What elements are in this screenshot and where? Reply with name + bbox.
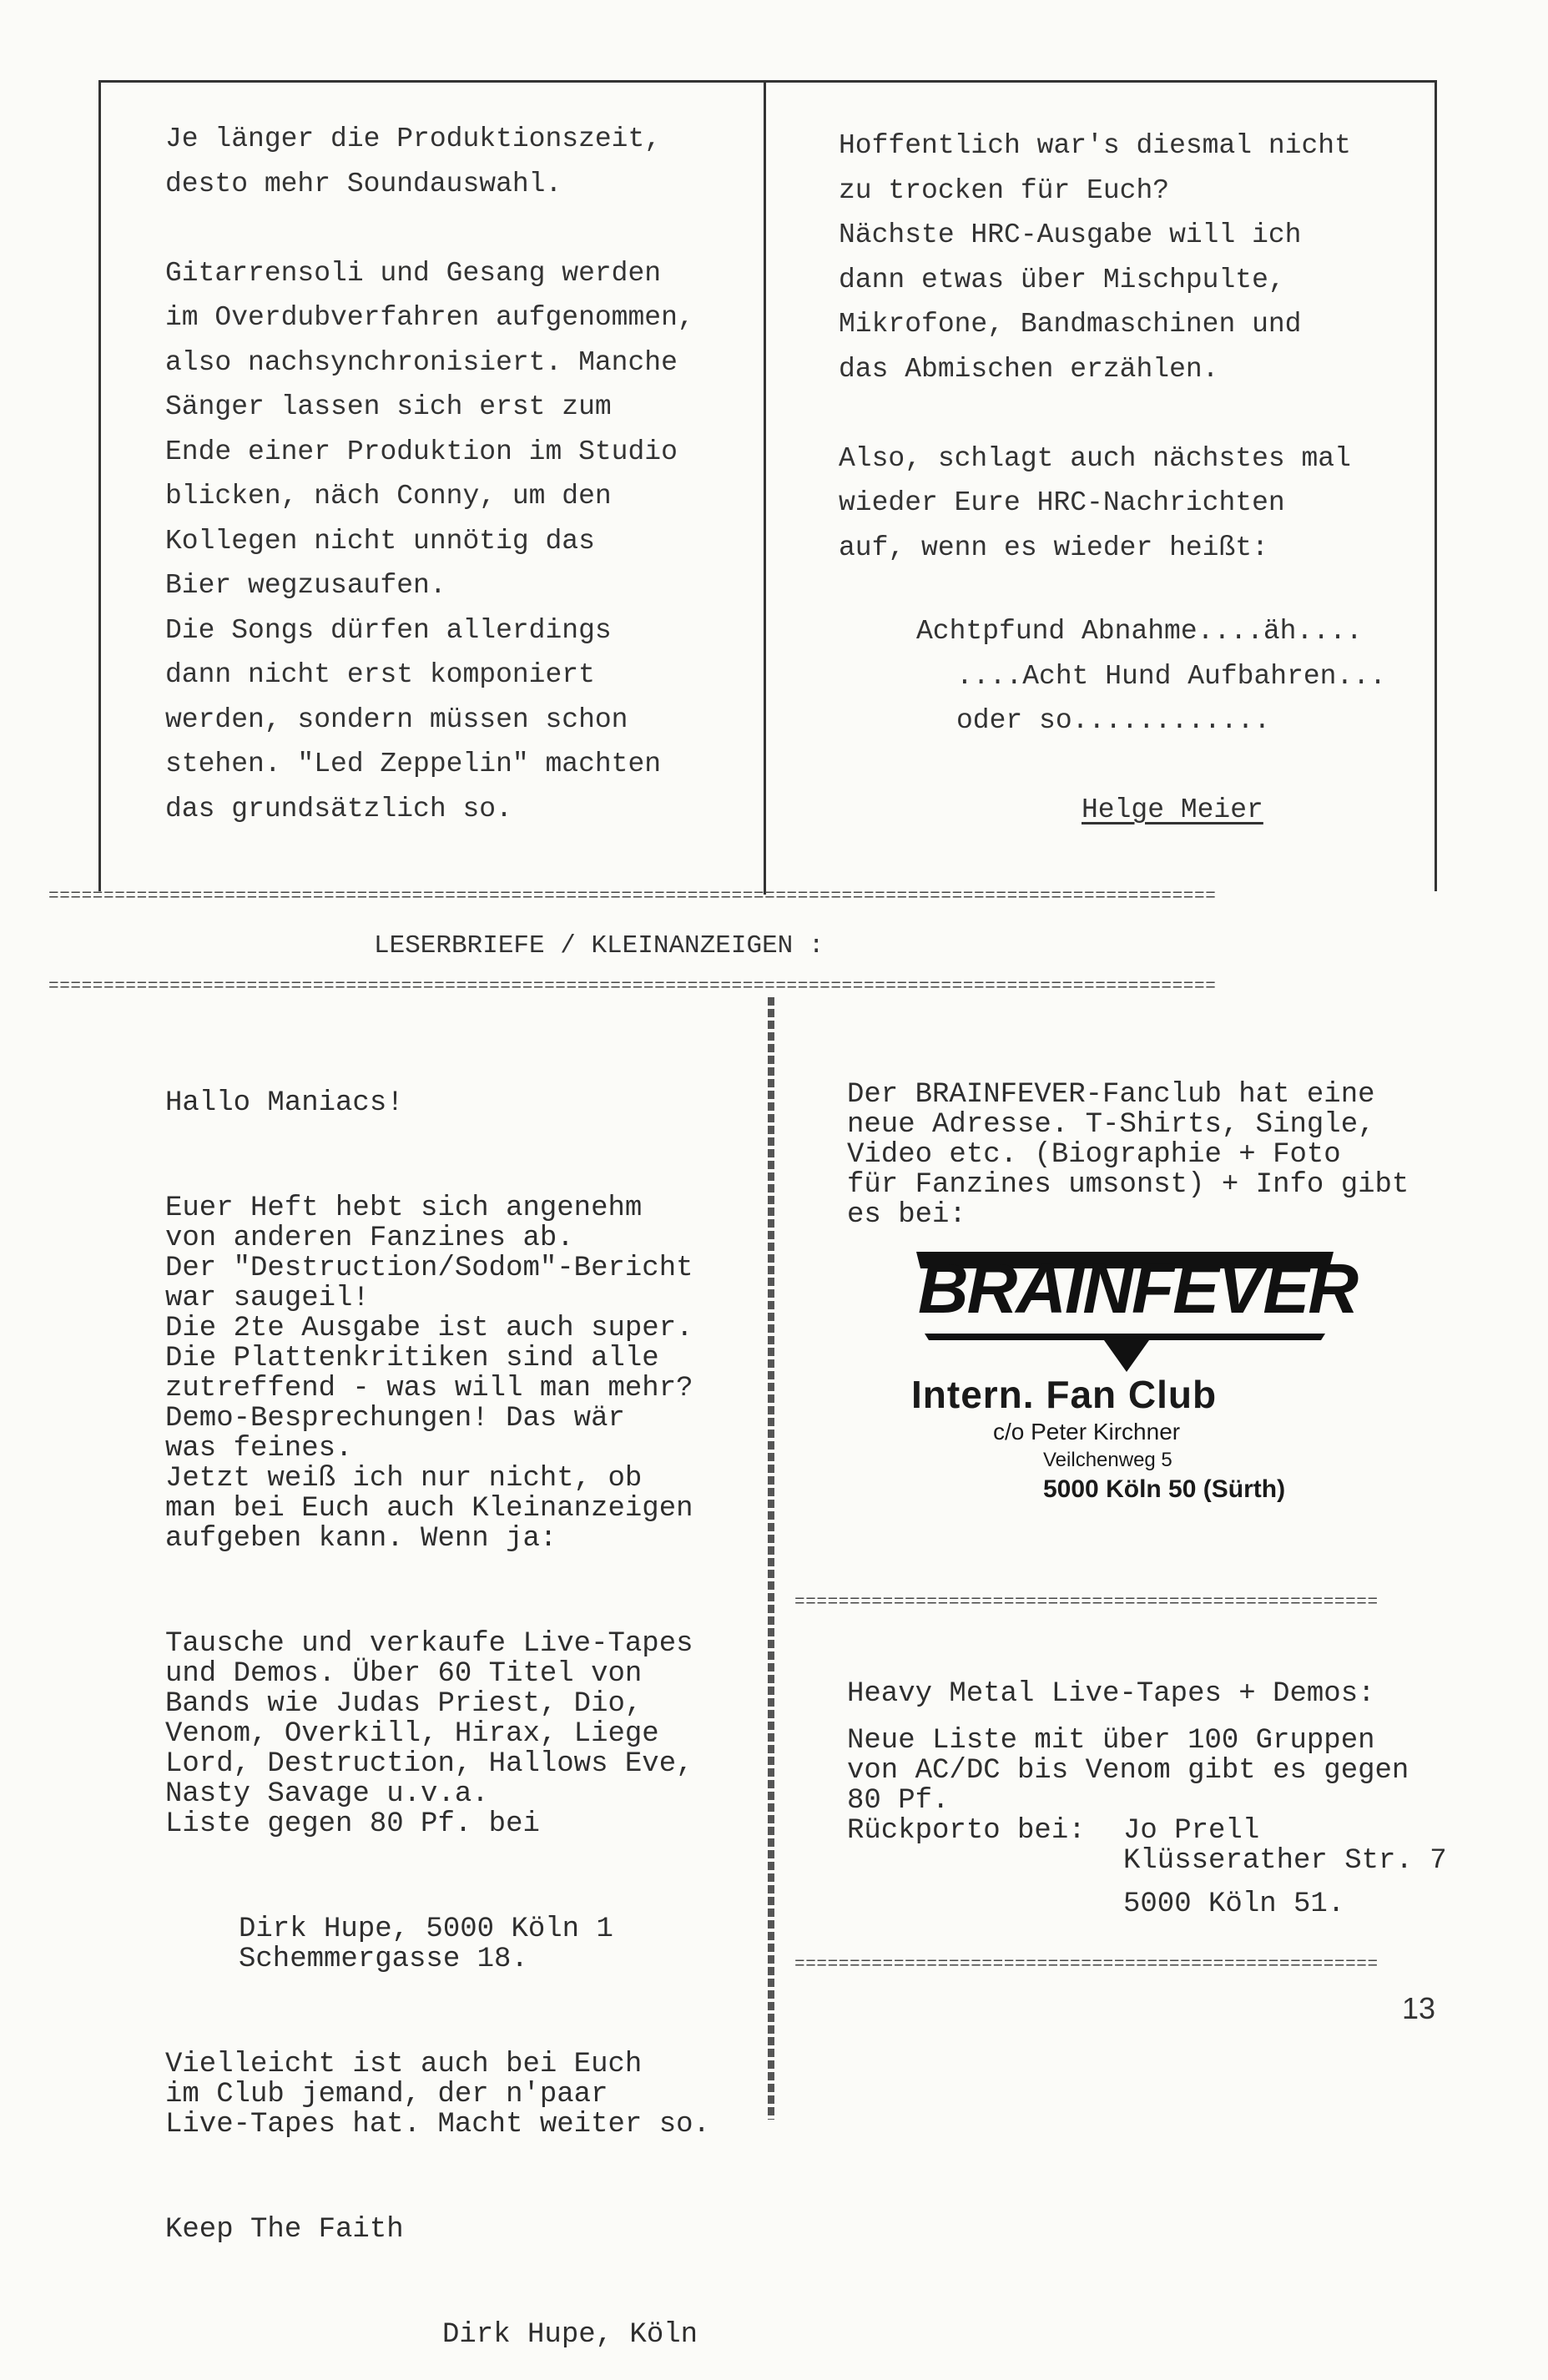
short-separator: ===================================================== bbox=[794, 1594, 1379, 1612]
section-heading: LESERBRIEFE / KLEINANZEIGEN : bbox=[374, 931, 824, 961]
text-line: Live-Tapes hat. Macht weiter so. bbox=[165, 2109, 710, 2140]
text-line bbox=[165, 206, 694, 251]
text-line: Neue Liste mit über 100 Gruppen bbox=[847, 1725, 1375, 1757]
text-line: und Demos. Über 60 Titel von bbox=[165, 1658, 643, 1690]
text-line: Euer Heft hebt sich angenehm bbox=[165, 1193, 643, 1224]
letter-closing: Keep The Faith bbox=[165, 2214, 404, 2246]
text-line: dann nicht erst komponiert bbox=[165, 659, 595, 690]
text-line: Sänger lassen sich erst zum bbox=[165, 391, 612, 422]
text-line: Nächste HRC-Ausgabe will ich bbox=[839, 219, 1302, 250]
reader-letter bbox=[165, 1028, 710, 2380]
letter-greeting: Hallo Maniacs! bbox=[165, 1087, 404, 1119]
top-right-quote bbox=[916, 609, 1386, 744]
top-right-signature: Helge Meier bbox=[1082, 794, 1263, 825]
text-line: Hoffentlich war's diesmal nicht bbox=[839, 130, 1351, 161]
text-line: Demo-Besprechungen! Das wär bbox=[165, 1403, 625, 1435]
quote-line: oder so............ bbox=[956, 705, 1271, 736]
text-line: dann etwas über Mischpulte, bbox=[839, 264, 1285, 295]
text-line bbox=[839, 391, 1351, 436]
text-line: auf, wenn es wieder heißt: bbox=[839, 532, 1268, 563]
short-separator: ===================================================== bbox=[794, 1956, 1379, 1974]
tapes-contact-name: Jo Prell bbox=[1123, 1815, 1260, 1847]
letter-signature: Dirk Hupe, Köln bbox=[442, 2319, 698, 2351]
separator-line: ========================================================================================================== bbox=[48, 978, 1217, 996]
text-line: Bands wie Judas Priest, Dio, bbox=[165, 1688, 643, 1720]
text-line: Kollegen nicht unnötig das bbox=[165, 525, 595, 557]
text-line: Tausche und verkaufe Live-Tapes bbox=[165, 1628, 693, 1660]
text-line: stehen. "Led Zeppelin" machten bbox=[165, 749, 662, 779]
quote-line: Achtpfund Abnahme....äh.... bbox=[916, 616, 1363, 647]
tapes-ad-title: Heavy Metal Live-Tapes + Demos: bbox=[847, 1678, 1375, 1710]
top-right-column bbox=[839, 124, 1351, 570]
text-line: Mikrofone, Bandmaschinen und bbox=[839, 309, 1302, 340]
separator-line: ========================================================================================================== bbox=[48, 888, 1217, 906]
text-line: Gitarrensoli und Gesang werden bbox=[165, 257, 662, 289]
text-line: war saugeil! bbox=[165, 1283, 370, 1314]
text-line: wieder Eure HRC-Nachrichten bbox=[839, 487, 1285, 518]
text-line: desto mehr Soundauswahl. bbox=[165, 168, 562, 199]
address-line: Schemmergasse 18. bbox=[239, 1944, 528, 1975]
fan-club-co: c/o Peter Kirchner bbox=[993, 1419, 1181, 1445]
text-line: Ende einer Produktion im Studio bbox=[165, 436, 678, 467]
text-line: was feines. bbox=[165, 1433, 353, 1465]
text-line: Bier wegzusaufen. bbox=[165, 570, 446, 601]
letter-paragraph bbox=[165, 2050, 710, 2140]
tapes-contact-city: 5000 Köln 51. bbox=[1123, 1888, 1345, 1920]
text-line: werden, sondern müssen schon bbox=[165, 703, 628, 735]
tapes-ad-text bbox=[847, 1726, 1409, 1816]
text-line: im Overdubverfahren aufgenommen, bbox=[165, 302, 694, 333]
text-line: für Fanzines umsonst) + Info gibt bbox=[847, 1169, 1409, 1201]
text-line: von AC/DC bis Venom gibt es gegen bbox=[847, 1755, 1409, 1787]
letter-paragraph bbox=[165, 1193, 710, 1554]
text-line: es bei: bbox=[847, 1199, 966, 1231]
text-line: aufgeben kann. Wenn ja: bbox=[165, 1523, 557, 1555]
text-line: Video etc. (Biographie + Foto bbox=[847, 1139, 1341, 1171]
quote-line: ....Acht Hund Aufbahren... bbox=[956, 660, 1386, 692]
text-line: blicken, näch Conny, um den bbox=[165, 481, 612, 512]
text-line: Der BRAINFEVER-Fanclub hat eine bbox=[847, 1079, 1375, 1111]
address-line: Dirk Hupe, 5000 Köln 1 bbox=[239, 1914, 613, 1945]
text-line: Vielleicht ist auch bei Euch bbox=[165, 2049, 643, 2080]
page-number: 13 bbox=[1402, 1991, 1436, 2025]
text-line: das Abmischen erzählen. bbox=[839, 353, 1219, 385]
brainfever-logo-text: BRAINFEVER bbox=[918, 1249, 1358, 1328]
tapes-contact-label: Rückporto bei: bbox=[847, 1815, 1086, 1847]
text-line: Lord, Destruction, Hallows Eve, bbox=[165, 1748, 693, 1780]
top-column-divider bbox=[764, 80, 766, 895]
text-line: Liste gegen 80 Pf. bei bbox=[165, 1808, 540, 1840]
brainfever-logo bbox=[908, 1235, 1358, 1377]
letter-paragraph bbox=[165, 1629, 710, 1839]
fan-club-title: Intern. Fan Club bbox=[911, 1373, 1218, 1416]
text-line: im Club jemand, der n'paar bbox=[165, 2079, 608, 2110]
text-line: Die Plattenkritiken sind alle bbox=[165, 1343, 659, 1374]
text-line: Die 2te Ausgabe ist auch super. bbox=[165, 1313, 693, 1344]
brainfever-ad-text bbox=[847, 1080, 1409, 1230]
text-line: man bei Euch auch Kleinanzeigen bbox=[165, 1493, 693, 1525]
text-line: von anderen Fanzines ab. bbox=[165, 1223, 574, 1254]
text-line: Nasty Savage u.v.a. bbox=[165, 1778, 489, 1810]
text-line: Die Songs dürfen allerdings bbox=[165, 614, 612, 646]
fan-club-street: Veilchenweg 5 bbox=[1043, 1449, 1172, 1471]
text-line: Also, schlagt auch nächstes mal bbox=[839, 442, 1351, 474]
text-line: zutreffend - was will man mehr? bbox=[165, 1373, 693, 1404]
text-line: 80 Pf. bbox=[847, 1785, 950, 1817]
text-line: das grundsätzlich so. bbox=[165, 793, 512, 824]
text-line: Der "Destruction/Sodom"-Bericht bbox=[165, 1253, 693, 1284]
fan-club-city: 5000 Köln 50 (Sürth) bbox=[1043, 1475, 1286, 1503]
text-line: also nachsynchronisiert. Manche bbox=[165, 346, 678, 378]
letter-address bbox=[165, 1914, 710, 1974]
text-line: neue Adresse. T-Shirts, Single, bbox=[847, 1109, 1375, 1141]
text-line: Jetzt weiß ich nur nicht, ob bbox=[165, 1463, 643, 1495]
top-left-column bbox=[165, 117, 694, 831]
vertical-column-divider bbox=[768, 997, 774, 2120]
tapes-contact-street: Klüsserather Str. 7 bbox=[1123, 1845, 1447, 1877]
text-line: Je länger die Produktionszeit, bbox=[165, 124, 662, 154]
text-line: Venom, Overkill, Hirax, Liege bbox=[165, 1718, 659, 1750]
text-line: zu trocken für Euch? bbox=[839, 174, 1170, 206]
